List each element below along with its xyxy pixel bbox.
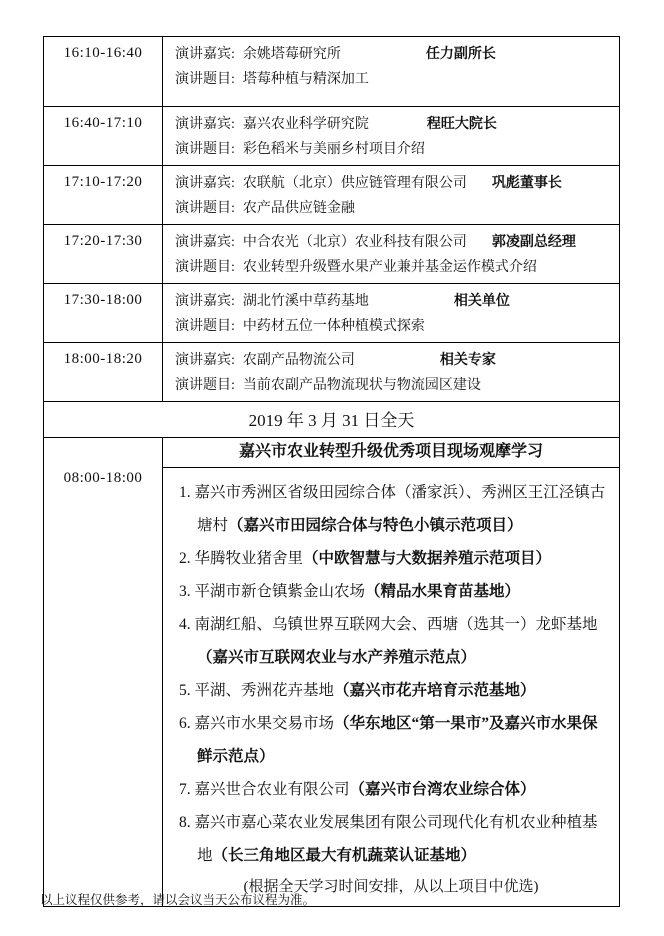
guest-line — [175, 230, 611, 255]
topic-line — [175, 373, 611, 398]
trip-item — [179, 773, 611, 806]
field-trip-row — [44, 438, 620, 907]
session-content — [163, 107, 620, 166]
trip-item-text: 1. 嘉兴市秀洲区省级田园综合体（潘家浜）、秀洲区王江泾镇古塘村 — [179, 484, 606, 534]
topic-label: 演讲题目: — [175, 260, 235, 275]
trip-item-text: 2. 华腾牧业猪舍里 — [179, 550, 304, 567]
speaker-name: 相关专家 — [439, 353, 496, 368]
topic-text: 彩色稻米与美丽乡村项目介绍 — [242, 142, 425, 157]
trip-item-highlight: （华东地区“第一果市”及嘉兴市水果保鲜示范点） — [197, 715, 598, 765]
date-header: 2019 年 3 月 31 日全天 — [44, 402, 620, 438]
trip-item-highlight: （嘉兴市花卉培育示范基地） — [334, 682, 536, 699]
session-time: 16:40-17:10 — [44, 107, 163, 166]
agenda-table — [43, 36, 620, 907]
topic-text: 农业转型升级暨水果产业兼并基金运作模式介绍 — [242, 260, 537, 275]
guest-organization: 余姚塔莓研究所 — [242, 47, 341, 62]
guest-label: 演讲嘉宾: — [175, 117, 235, 132]
topic-text: 中药材五位一体种植模式探索 — [242, 319, 425, 334]
guest-line — [175, 348, 611, 373]
footer-note: 以上议程仅供参考，请以会议当天公布议程为准。 — [40, 893, 316, 907]
topic-line — [175, 314, 611, 339]
trip-time: 08:00-18:00 — [44, 438, 163, 907]
guest-organization: 农联航（北京）供应链管理有限公司 — [242, 176, 467, 191]
guest-organization: 中合农光（北京）农业科技有限公司 — [242, 235, 467, 250]
session-row — [44, 37, 620, 107]
speaker-name: 相关单位 — [453, 294, 510, 309]
trip-item — [179, 575, 611, 608]
guest-organization: 湖北竹溪中草药基地 — [242, 294, 369, 309]
session-row — [44, 284, 620, 343]
trip-item-list — [163, 468, 619, 872]
trip-item-text: 4. 南湖红船、乌镇世界互联网大会、西塘（选其一）龙虾基地 — [179, 616, 598, 633]
session-row — [44, 166, 620, 225]
topic-line — [175, 137, 611, 162]
trip-item — [179, 542, 611, 575]
session-content — [163, 343, 620, 402]
trip-item-text: 8. 嘉兴市嘉心菜农业发展集团有限公司现代化有机农业种植基地 — [179, 814, 598, 864]
session-content — [163, 37, 620, 107]
guest-organization: 嘉兴农业科学研究院 — [242, 117, 369, 132]
speaker-name: 郭凌副总经理 — [491, 235, 576, 250]
trip-content — [163, 438, 620, 907]
trip-item-highlight: （精品水果育苗基地） — [365, 583, 521, 600]
topic-label: 演讲题目: — [175, 72, 235, 87]
guest-line — [175, 171, 611, 196]
session-content — [163, 225, 620, 284]
session-content — [163, 166, 620, 225]
trip-item-highlight: （嘉兴市台湾农业综合体） — [349, 781, 536, 798]
session-time: 16:10-16:40 — [44, 37, 163, 107]
guest-label: 演讲嘉宾: — [175, 235, 235, 250]
trip-item-text: 6. 嘉兴市水果交易市场 — [179, 715, 335, 732]
session-row — [44, 107, 620, 166]
guest-label: 演讲嘉宾: — [175, 47, 235, 62]
guest-organization: 农副产品物流公司 — [242, 353, 355, 368]
trip-item — [179, 806, 611, 872]
guest-label: 演讲嘉宾: — [175, 353, 235, 368]
guest-label: 演讲嘉宾: — [175, 176, 235, 191]
speaker-name: 程旺大院长 — [426, 117, 497, 132]
trip-item-highlight: （嘉兴市田园综合体与特色小镇示范项目） — [228, 517, 523, 534]
topic-label: 演讲题目: — [175, 142, 235, 157]
trip-item-highlight: （中欧智慧与大数据养殖示范项目） — [303, 550, 552, 567]
speaker-name: 巩彪董事长 — [491, 176, 562, 191]
guest-label: 演讲嘉宾: — [175, 294, 235, 309]
topic-line — [175, 67, 611, 92]
session-time: 17:20-17:30 — [44, 225, 163, 284]
trip-title: 嘉兴市农业转型升级优秀项目现场观摩学习 — [163, 438, 619, 468]
trip-item — [179, 674, 611, 707]
topic-label: 演讲题目: — [175, 201, 235, 216]
trip-item-text: 3. 平湖市新仓镇紫金山农场 — [179, 583, 366, 600]
trip-item — [179, 476, 611, 542]
topic-label: 演讲题目: — [175, 378, 235, 393]
date-row — [44, 402, 620, 438]
session-time: 18:00-18:20 — [44, 343, 163, 402]
trip-item-highlight: （长三角地区最大有机蔬菜认证基地） — [212, 847, 477, 864]
topic-text: 塔莓种植与精深加工 — [242, 72, 369, 87]
trip-item — [179, 707, 611, 773]
topic-text: 当前农副产品物流现状与物流园区建设 — [242, 378, 481, 393]
trip-item — [179, 608, 611, 674]
session-time: 17:30-18:00 — [44, 284, 163, 343]
session-row — [44, 225, 620, 284]
trip-item-text: 7. 嘉兴世合农业有限公司 — [179, 781, 350, 798]
session-time: 17:10-17:20 — [44, 166, 163, 225]
guest-line — [175, 112, 611, 137]
guest-line — [175, 289, 611, 314]
session-content — [163, 284, 620, 343]
guest-line — [175, 42, 611, 67]
speaker-name: 任力副所长 — [425, 47, 496, 62]
topic-line — [175, 255, 611, 280]
trip-item-highlight: （嘉兴市互联网农业与水产养殖示范点） — [197, 649, 477, 666]
topic-text: 农产品供应链金融 — [242, 201, 355, 216]
session-row — [44, 343, 620, 402]
topic-label: 演讲题目: — [175, 319, 235, 334]
trip-item-text: 5. 平湖、秀洲花卉基地 — [179, 682, 335, 699]
trip-note: (根据全天学习时间安排，从以上项目中优选) — [243, 879, 539, 895]
topic-line — [175, 196, 611, 221]
